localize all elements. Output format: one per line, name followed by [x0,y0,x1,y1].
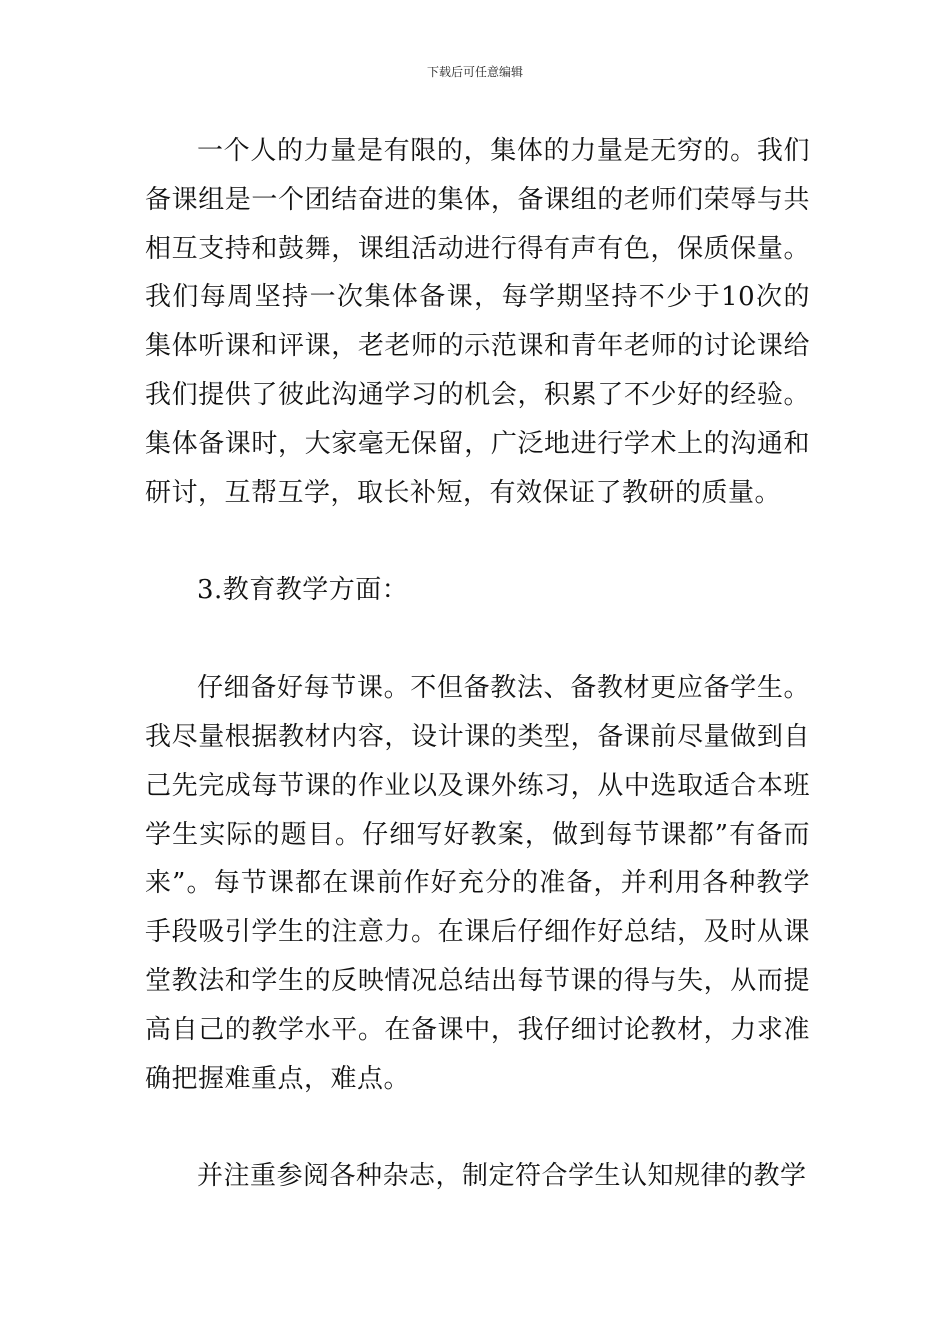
page-header-note: 下载后可任意编辑 [426,65,523,79]
paragraph-teamwork: 一个人的力量是有限的，集体的力量是无穷的。我们备课组是一个团结奋进的集体，备课组的老师们荣辱与共相互支持和鼓舞，课组活动进行得有声有色，保质保量。我们每周坚持一次集体备课，每学期坚持不少于10次的集体听课和评课，老老师的示范课和青年老师的讨论课给我们提供了彼此沟通学习的机会，积累了不少好的经验。集体备课时，大家毫无保留，广泛地进行学术上的沟通和研讨，互帮互学，取长补短，有效保证了教研的质量。 [145,136,810,508]
section-heading-teaching: 3.教育教学方面： [197,575,409,606]
paragraph-continued: 并注重参阅各种杂志，制定符合学生认知规律的教学 [197,1161,807,1192]
document-body [145,127,810,1201]
paragraph-lesson-prep: 仔细备好每节课。不但备教法、备教材更应备学生。我尽量根据教材内容，设计课的类型，备课前尽量做到自己先完成每节课的作业以及课外练习，从中选取适合本班学生实际的题目。仔细写好教案，做到每节课都”有备而来”。每节课都在课前作好充分的准备，并利用各种教学手段吸引学生的注意力。在课后仔细作好总结，及时从课堂教法和学生的反映情况总结出每节课的得与失，从而提高自己的教学水平。在备课中，我仔细讨论教材，力求准确把握难重点，难点。 [145,673,810,1094]
